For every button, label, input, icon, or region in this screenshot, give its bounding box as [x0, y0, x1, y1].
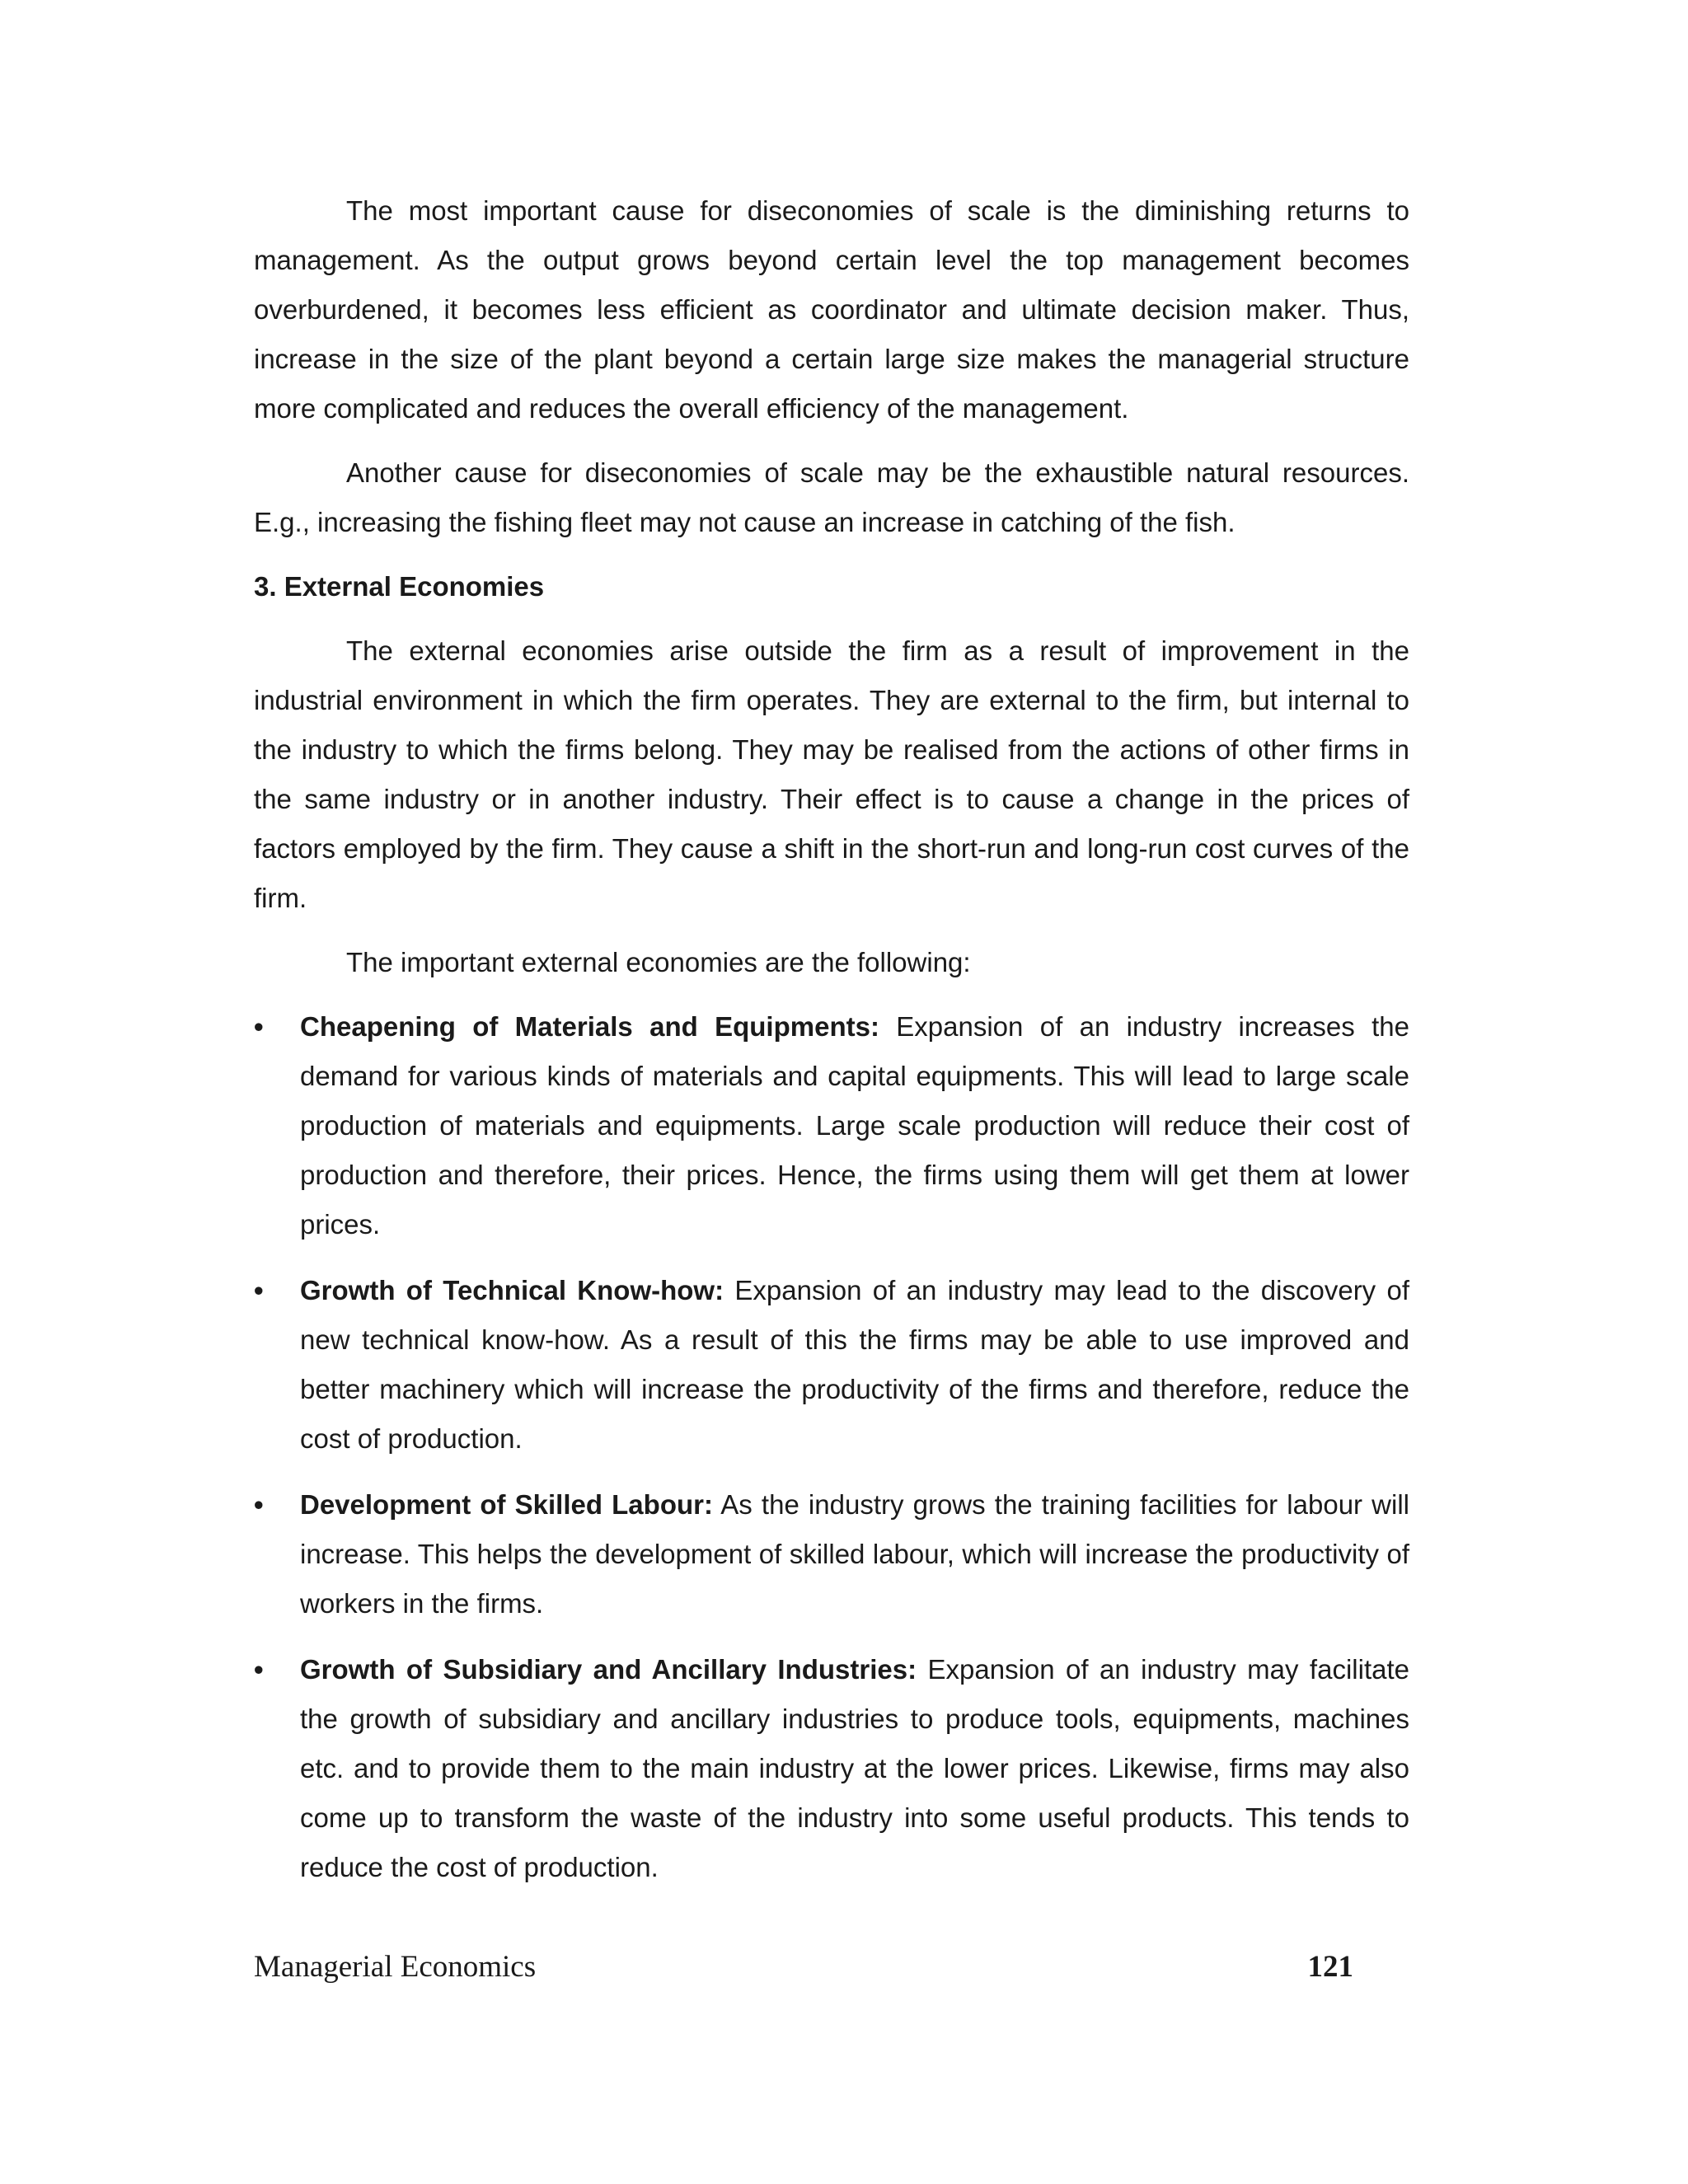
- list-item-cheapening-materials: [254, 1002, 1409, 1249]
- paragraph-external-economies: The external economies arise outside the firm as a result of improvement in the industrial environment in which the firm operates. They are external to the firm, but internal to the industry to which the firms belong. They may be realised from the actions of other firms in the same industry or in another industry. Their effect is to cause a change in the prices of factors employed by the firm. They cause a shift in the short-run and long-run cost curves of the firm.: [254, 635, 1409, 913]
- footer-page-number: 121: [1307, 1950, 1353, 1984]
- list-item-term: Development of Skilled Labour:: [300, 1489, 713, 1520]
- list-item-text: Expansion of an industry increases the demand for various kinds of materials and capital equipments. This will lead to large scale production of materials and equipments. Large scale production will reduce their cost of production and therefore, their prices. Hence, the firms using them will get them at lower prices.: [300, 1011, 1409, 1240]
- list-item-subsidiary-industries: [254, 1645, 1409, 1892]
- bullet-icon: •: [254, 1011, 264, 1042]
- footer-book-title: Managerial Economics: [254, 1950, 537, 1984]
- external-economies-list: [254, 1002, 1409, 1892]
- bullet-icon: •: [254, 1489, 264, 1520]
- paragraph-list-intro: The important external economies are the following:: [346, 947, 971, 977]
- section-heading: 3. External Economies: [254, 571, 545, 602]
- list-item-text: As the industry grows the training facilities for labour will increase. This helps the development of skilled labour, which will increase the productivity of workers in the firms.: [300, 1489, 1409, 1619]
- list-item-term: Growth of Subsidiary and Ancillary Industries:: [300, 1654, 917, 1685]
- bullet-icon: •: [254, 1654, 264, 1685]
- list-item-term: Growth of Technical Know-how:: [300, 1275, 724, 1305]
- list-item-text: Expansion of an industry may lead to the discovery of new technical know-how. As a result of this the firms may be able to use improved and better machinery which will increase the productivity of the firms and therefore, reduce the cost of production.: [300, 1275, 1410, 1454]
- paragraph-natural-resources: Another cause for diseconomies of scale may be the exhaustible natural resources. E.g., increasing the fishing fleet may not cause an increase in catching of the fish.: [254, 457, 1409, 537]
- list-item-technical-know-how: [254, 1266, 1409, 1464]
- page-body: [254, 186, 1409, 1909]
- paragraph-diminishing-returns: The most important cause for diseconomies of scale is the diminishing returns to management. As the output grows beyond certain level the top management becomes overburdened, it becomes less efficient as coordinator and ultimate decision maker. Thus, increase in the size of the plant beyond a certain large size makes the managerial structure more complicated and reduces the overall efficiency of the management.: [254, 195, 1409, 424]
- list-item-skilled-labour: [254, 1480, 1409, 1629]
- list-item-term: Cheapening of Materials and Equipments:: [300, 1011, 879, 1042]
- list-item-text: Expansion of an industry may facilitate the growth of subsidiary and ancillary industries to produce tools, equipments, machines etc. and to provide them to the main industry at the lower prices. Likewise, firms may also come up to transform the waste of the industry into some useful products. This tends to reduce the cost of production.: [300, 1654, 1409, 1882]
- bullet-icon: •: [254, 1275, 264, 1305]
